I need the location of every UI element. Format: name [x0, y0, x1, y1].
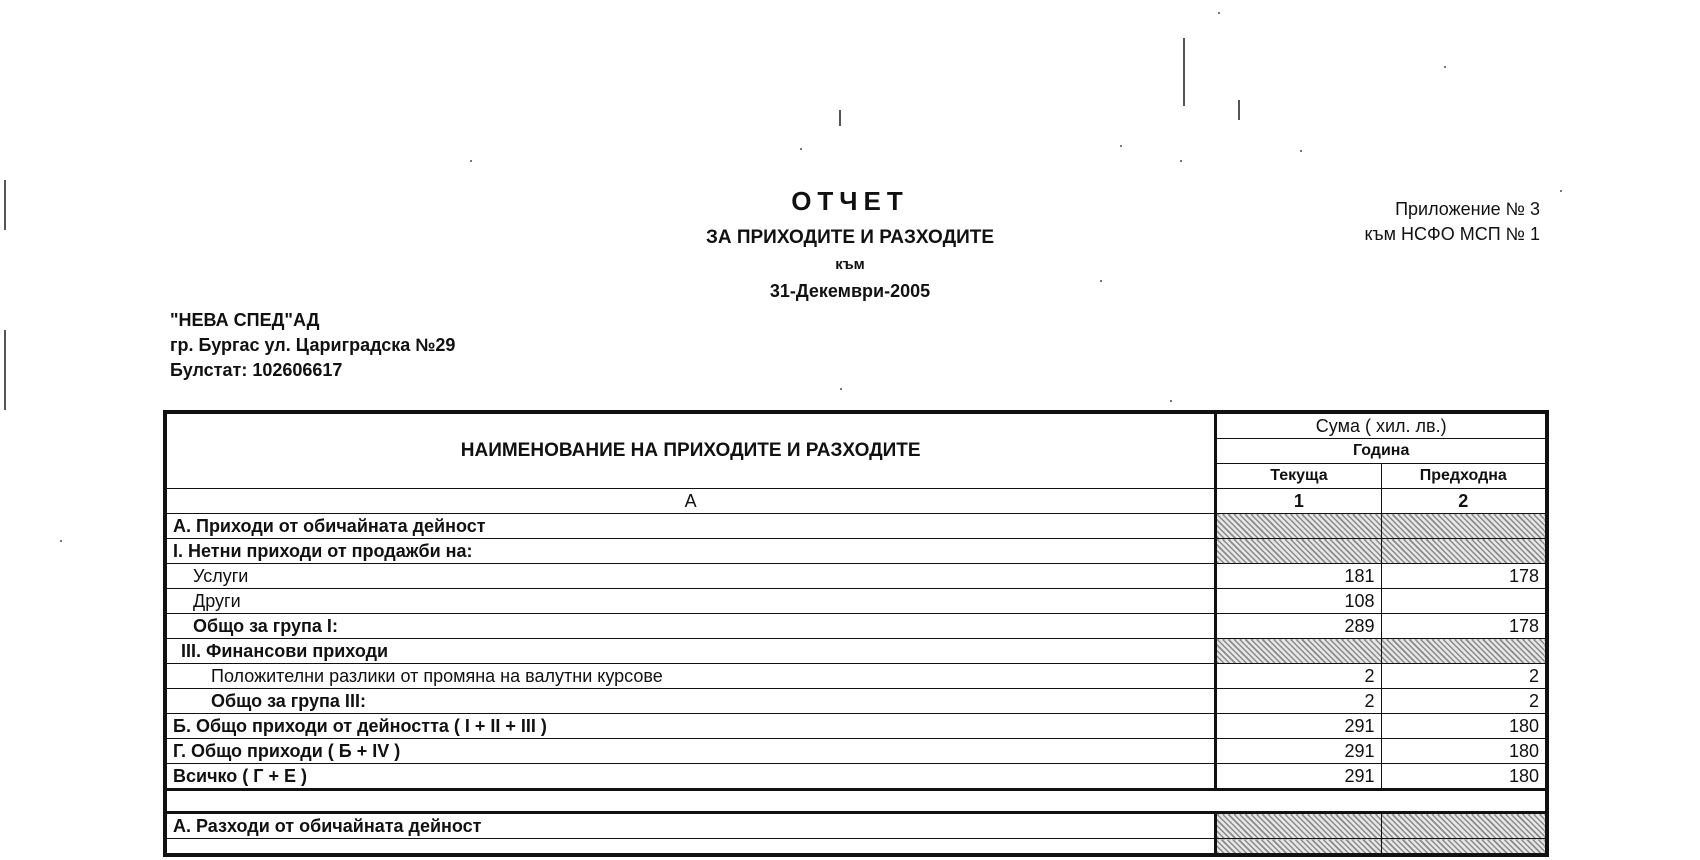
table-row	[165, 813, 1547, 839]
table-row	[165, 539, 1547, 564]
scan-artifact	[839, 110, 841, 126]
scan-artifact	[1238, 100, 1240, 120]
previous-header: Предходна	[1381, 464, 1547, 489]
sum-header: Сума ( хил. лв.)	[1216, 412, 1547, 439]
scan-artifact	[800, 148, 802, 150]
row-previous: 180	[1381, 714, 1547, 739]
report-subtitle: ЗА ПРИХОДИТЕ И РАЗХОДИТЕ	[705, 227, 995, 248]
year-header: Година	[1216, 439, 1547, 464]
row-previous	[1381, 639, 1547, 664]
row-current	[1216, 539, 1381, 564]
row-previous	[1381, 839, 1547, 856]
scan-artifact	[470, 160, 472, 162]
row-previous: 2	[1381, 664, 1547, 689]
row-current: 291	[1216, 739, 1381, 764]
row-previous: 180	[1381, 739, 1547, 764]
row-label: Услуги	[165, 564, 1216, 589]
scan-artifact	[1180, 160, 1182, 162]
col-1-label: 1	[1216, 489, 1381, 514]
income-expense-table	[163, 410, 1549, 857]
row-label	[165, 839, 1216, 856]
row-previous: 178	[1381, 564, 1547, 589]
scan-artifact	[1170, 400, 1172, 402]
scan-artifact	[1183, 38, 1185, 106]
table-row	[165, 764, 1547, 790]
scan-artifact	[60, 540, 62, 542]
table-row	[165, 664, 1547, 689]
table-row	[165, 639, 1547, 664]
table-separator	[165, 790, 1547, 813]
row-previous	[1381, 514, 1547, 539]
row-current: 2	[1216, 689, 1381, 714]
scan-artifact	[4, 330, 6, 410]
row-label: Положителни разлики от промяна на валутни курсове	[165, 664, 1216, 689]
row-label: Б. Общо приходи от дейността ( I + II + III )	[165, 714, 1216, 739]
report-date: 31-Декември-2005	[769, 281, 931, 301]
row-current	[1216, 639, 1381, 664]
annex-line-1: Приложение № 3	[1395, 199, 1540, 219]
report-title: ОТЧЕТ	[791, 186, 909, 216]
row-label: Общо за група I:	[165, 614, 1216, 639]
row-current: 181	[1216, 564, 1381, 589]
row-previous: 180	[1381, 764, 1547, 790]
col-2-label: 2	[1381, 489, 1547, 514]
scan-artifact	[1300, 150, 1302, 152]
row-current	[1216, 514, 1381, 539]
table-row	[165, 714, 1547, 739]
row-previous: 2	[1381, 689, 1547, 714]
company-bulstat: Булстат: 102606617	[170, 360, 343, 380]
scan-artifact	[840, 388, 842, 390]
table-row	[165, 614, 1547, 639]
table-row	[165, 514, 1547, 539]
row-current: 291	[1216, 714, 1381, 739]
current-header: Текуща	[1216, 464, 1381, 489]
row-label: I. Нетни приходи от продажби на:	[165, 539, 1216, 564]
annex-line-2: към НСФО МСП № 1	[1364, 224, 1540, 244]
row-previous: 178	[1381, 614, 1547, 639]
row-label: Общо за група III:	[165, 689, 1216, 714]
scan-artifact	[1218, 12, 1220, 14]
row-label: А. Разходи от обичайната дейност	[165, 813, 1216, 839]
row-previous	[1381, 539, 1547, 564]
table-row	[165, 689, 1547, 714]
scan-artifact	[1120, 145, 1122, 147]
row-label: Други	[165, 589, 1216, 614]
row-previous	[1381, 813, 1547, 839]
row-label: III. Финансови приходи	[165, 639, 1216, 664]
name-header: НАИМЕНОВАНИЕ НА ПРИХОДИТЕ И РАЗХОДИТЕ	[165, 412, 1216, 489]
scan-artifact	[1444, 66, 1446, 68]
row-current: 291	[1216, 764, 1381, 790]
separator-cell	[165, 790, 1547, 813]
table-row	[165, 589, 1547, 614]
company-name: "НЕВА СПЕД"АД	[170, 310, 320, 330]
table-row	[165, 739, 1547, 764]
row-current	[1216, 839, 1381, 856]
annex-note	[1365, 197, 1540, 247]
row-current: 289	[1216, 614, 1381, 639]
report-kam: към	[835, 256, 865, 273]
row-label: А. Приходи от обичайната дейност	[165, 514, 1216, 539]
table-row	[165, 564, 1547, 589]
row-current	[1216, 813, 1381, 839]
row-label: Г. Общо приходи ( Б + IV )	[165, 739, 1216, 764]
company-block	[170, 308, 455, 383]
row-current: 108	[1216, 589, 1381, 614]
row-current: 2	[1216, 664, 1381, 689]
company-address: гр. Бургас ул. Цариградска №29	[170, 335, 456, 355]
col-a-label: А	[165, 489, 1216, 514]
row-label: Всичко ( Г + Е )	[165, 764, 1216, 790]
table-row	[165, 839, 1547, 856]
row-previous	[1381, 589, 1547, 614]
